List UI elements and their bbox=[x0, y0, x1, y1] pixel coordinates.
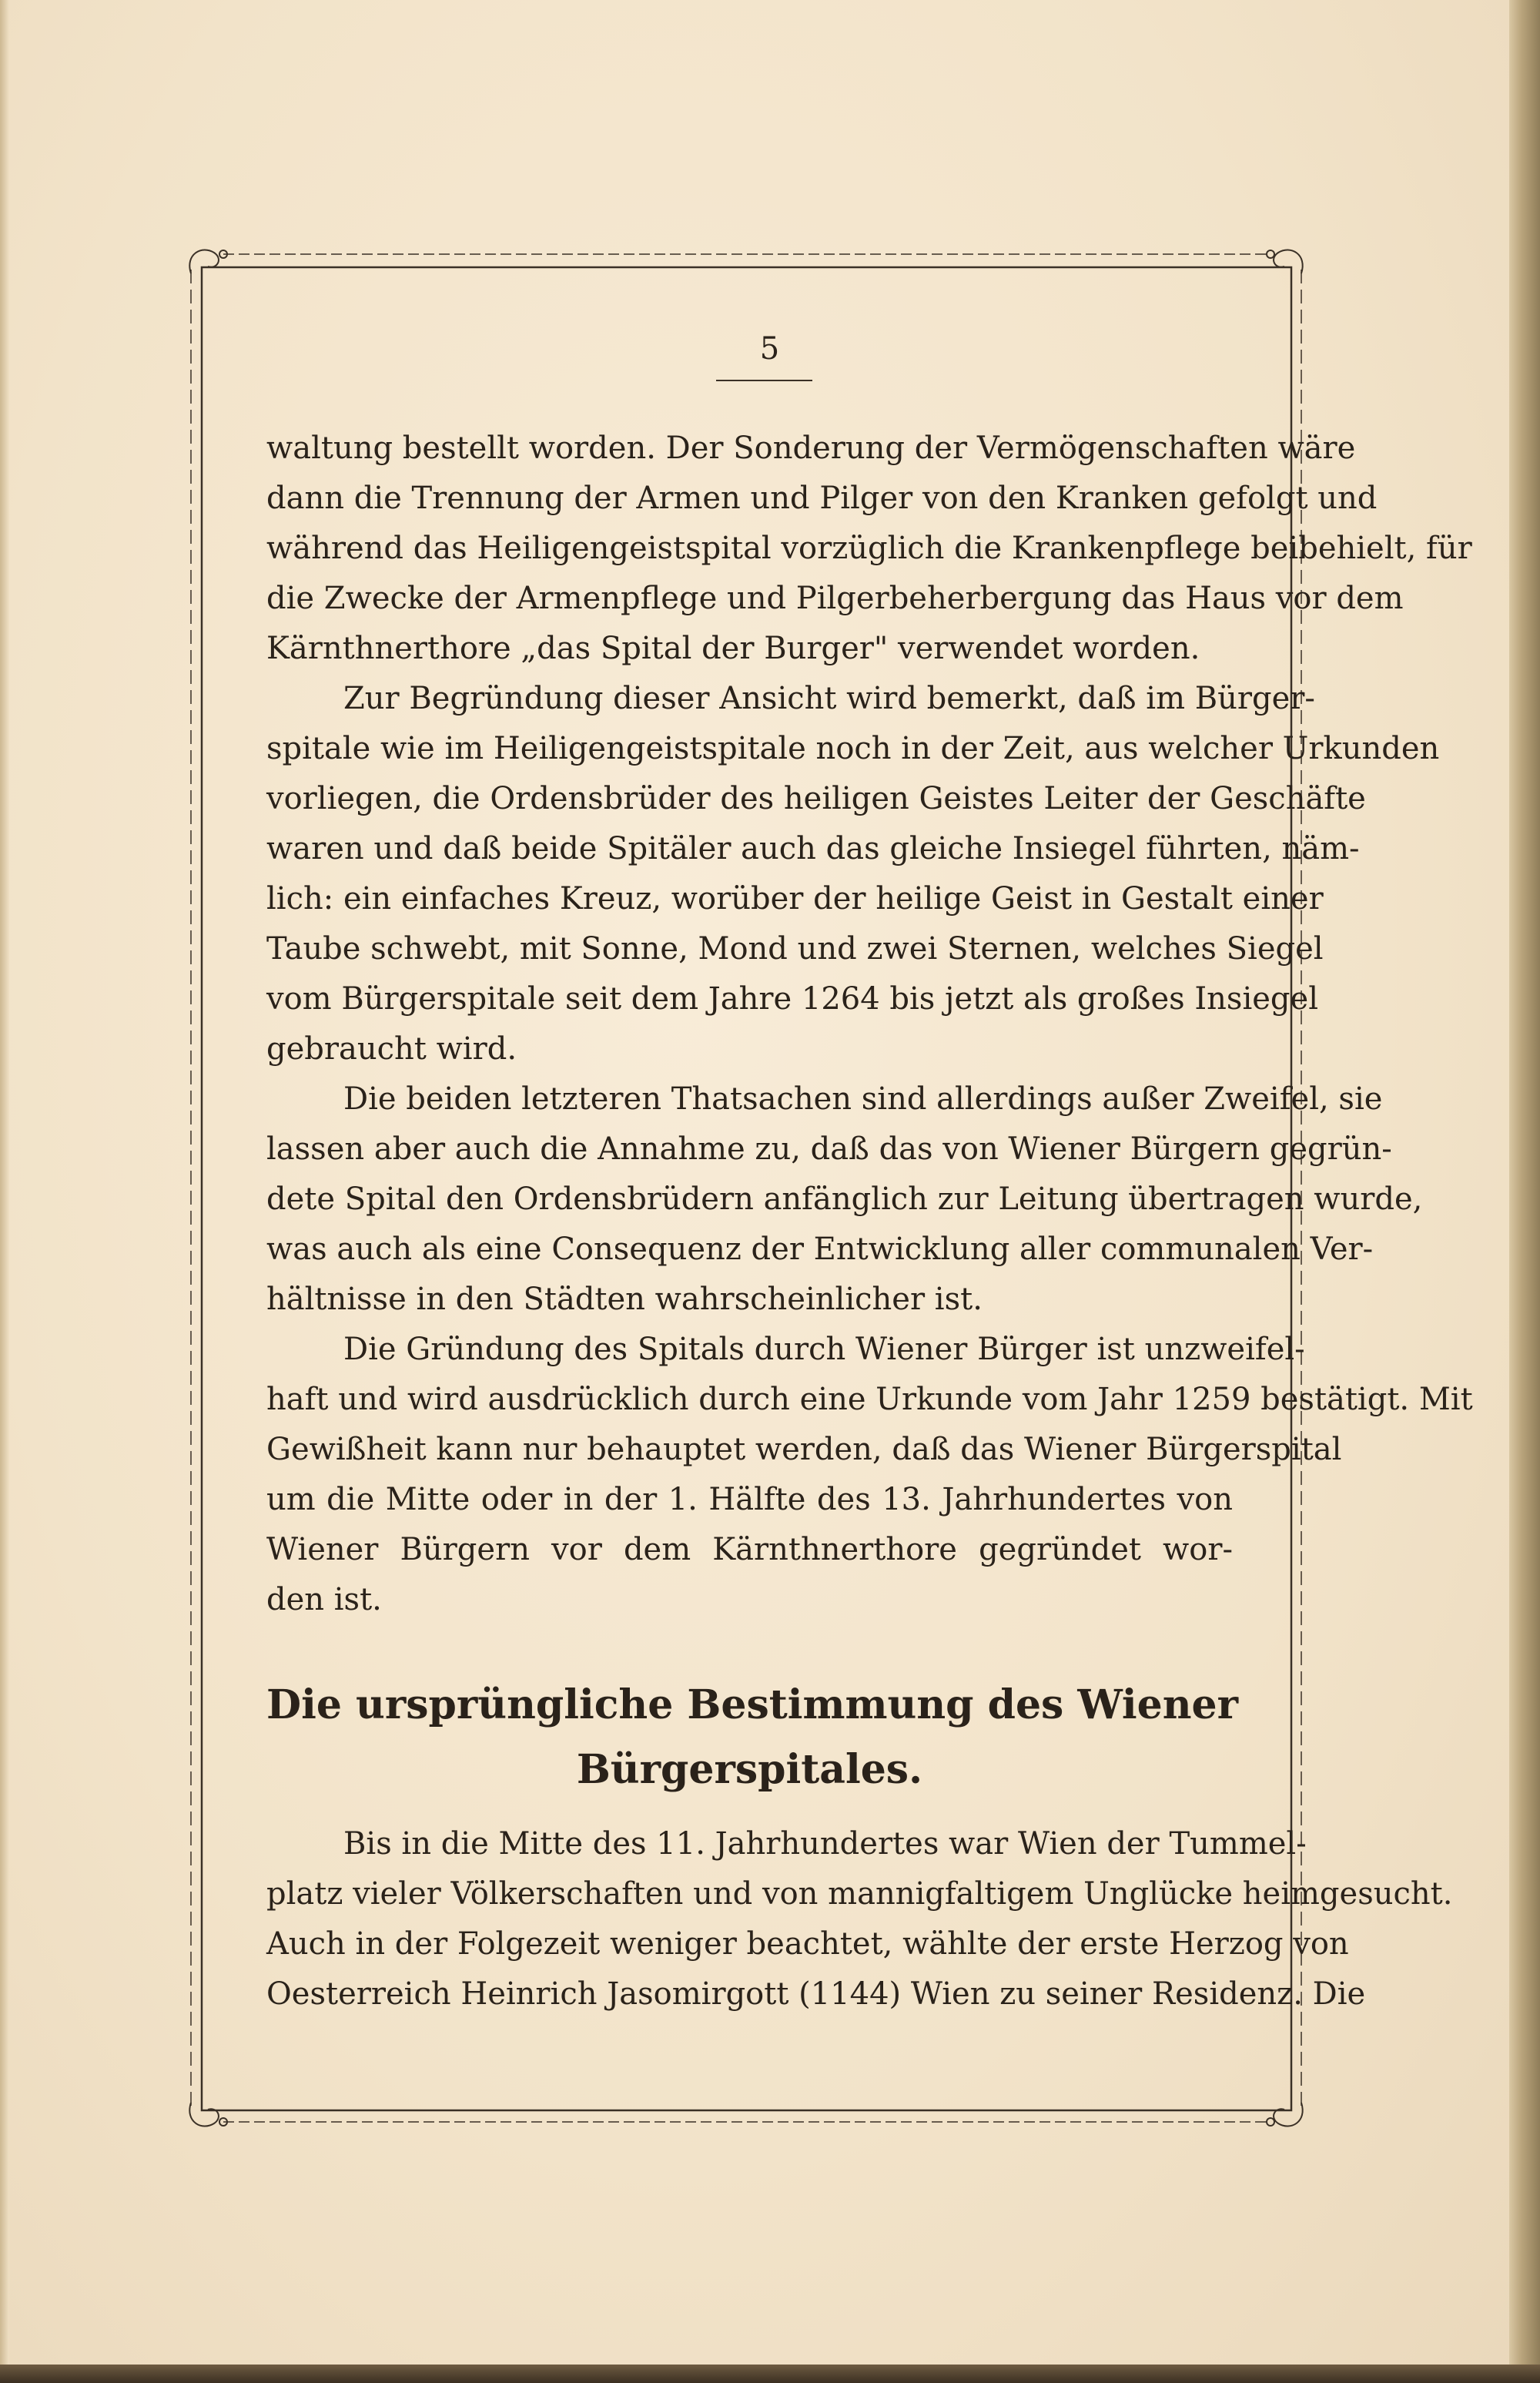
text-line: waren und daß beide Spitäler auch das gleiche Insiegel führten, näm- bbox=[266, 831, 1360, 866]
paragraph bbox=[266, 1325, 1473, 1625]
text-line: Auch in der Folgezeit weniger beachtet, wählte der erste Herzog von bbox=[266, 1926, 1349, 1962]
heading-line: Die ursprüngliche Bestimmung des Wiener bbox=[266, 1681, 1239, 1728]
text-line: Zur Begründung dieser Ansicht wird bemerkt, daß im Bürger- bbox=[343, 681, 1315, 716]
text-line: den ist. bbox=[266, 1582, 382, 1617]
text-line: vom Bürgerspitale seit dem Jahre 1264 bis jetzt als großes Insiegel bbox=[266, 981, 1318, 1017]
corner-ornament-top-left bbox=[189, 250, 227, 273]
paragraph bbox=[266, 424, 1472, 674]
text-line: um die Mitte oder in der 1. Hälfte des 13. Jahrhundertes von bbox=[266, 1482, 1233, 1517]
text-line: Wiener Bürgern vor dem Kärnthnerthore gegründet wor- bbox=[266, 1532, 1233, 1567]
page-number: 5 bbox=[759, 331, 781, 367]
text-line: Bis in die Mitte des 11. Jahrhundertes war Wien der Tummel- bbox=[343, 1826, 1307, 1862]
text-line: die Zwecke der Armenpflege und Pilgerbeherbergung das Haus vor dem bbox=[266, 581, 1404, 616]
text-line: Taube schwebt, mit Sonne, Mond und zwei Sternen, welches Siegel bbox=[266, 931, 1324, 967]
text-line: hältnisse in den Städten wahrscheinlicher ist. bbox=[266, 1282, 983, 1317]
text-line: während das Heiligengeistspital vorzüglich die Krankenpflege beibehielt, für bbox=[266, 531, 1472, 566]
text-line: haft und wird ausdrücklich durch eine Urkunde vom Jahr 1259 bestätigt. Mit bbox=[266, 1382, 1473, 1417]
paragraph bbox=[266, 1074, 1423, 1325]
text-line: vorliegen, die Ordensbrüder des heiligen Geistes Leiter der Geschäfte bbox=[266, 781, 1366, 816]
text-line: spitale wie im Heiligengeistspitale noch in der Zeit, aus welcher Urkunden bbox=[266, 731, 1440, 766]
text-line: Kärnthnerthore „das Spital der Burger" verwendet worden. bbox=[266, 631, 1200, 666]
text-line: lassen aber auch die Annahme zu, daß das von Wiener Bürgern gegrün- bbox=[266, 1131, 1392, 1167]
text-line: platz vieler Völkerschaften und von mannigfaltigem Unglücke heimgesucht. bbox=[266, 1876, 1453, 1912]
text-line: dete Spital den Ordensbrüdern anfänglich zur Leitung übertragen wurde, bbox=[266, 1181, 1423, 1217]
body-text bbox=[266, 424, 1473, 2019]
text-line: gebraucht wird. bbox=[266, 1031, 517, 1067]
spacer bbox=[266, 1625, 1233, 1673]
text-line: lich: ein einfaches Kreuz, worüber der heilige Geist in Gestalt einer bbox=[266, 881, 1324, 917]
spacer bbox=[266, 1802, 1233, 1819]
text-line: dann die Trennung der Armen und Pilger von den Kranken gefolgt und bbox=[266, 481, 1378, 516]
page-number-rule bbox=[716, 380, 812, 381]
paragraph bbox=[266, 1819, 1453, 2019]
paragraph bbox=[266, 674, 1440, 1074]
text-line: Die beiden letzteren Thatsachen sind allerdings außer Zweifel, sie bbox=[343, 1081, 1383, 1117]
corner-ornament-bottom-right bbox=[1267, 2103, 1303, 2127]
text-line: Oesterreich Heinrich Jasomirgott (1144) Wien zu seiner Residenz. Die bbox=[266, 1976, 1366, 2012]
text-line: Die Gründung des Spitals durch Wiener Bürger ist unzweifel- bbox=[343, 1332, 1305, 1367]
corner-ornament-top-right bbox=[1267, 250, 1303, 273]
heading-line: Bürgerspitales. bbox=[576, 1746, 923, 1793]
text-line: was auch als eine Consequenz der Entwicklung aller communalen Ver- bbox=[266, 1232, 1374, 1267]
corner-ornament-bottom-left bbox=[189, 2103, 227, 2127]
text-line: waltung bestellt worden. Der Sonderung der Vermögenschaften wäre bbox=[266, 431, 1356, 466]
text-line: Gewißheit kann nur behauptet werden, daß das Wiener Bürgerspital bbox=[266, 1432, 1342, 1467]
section-heading bbox=[266, 1673, 1239, 1802]
